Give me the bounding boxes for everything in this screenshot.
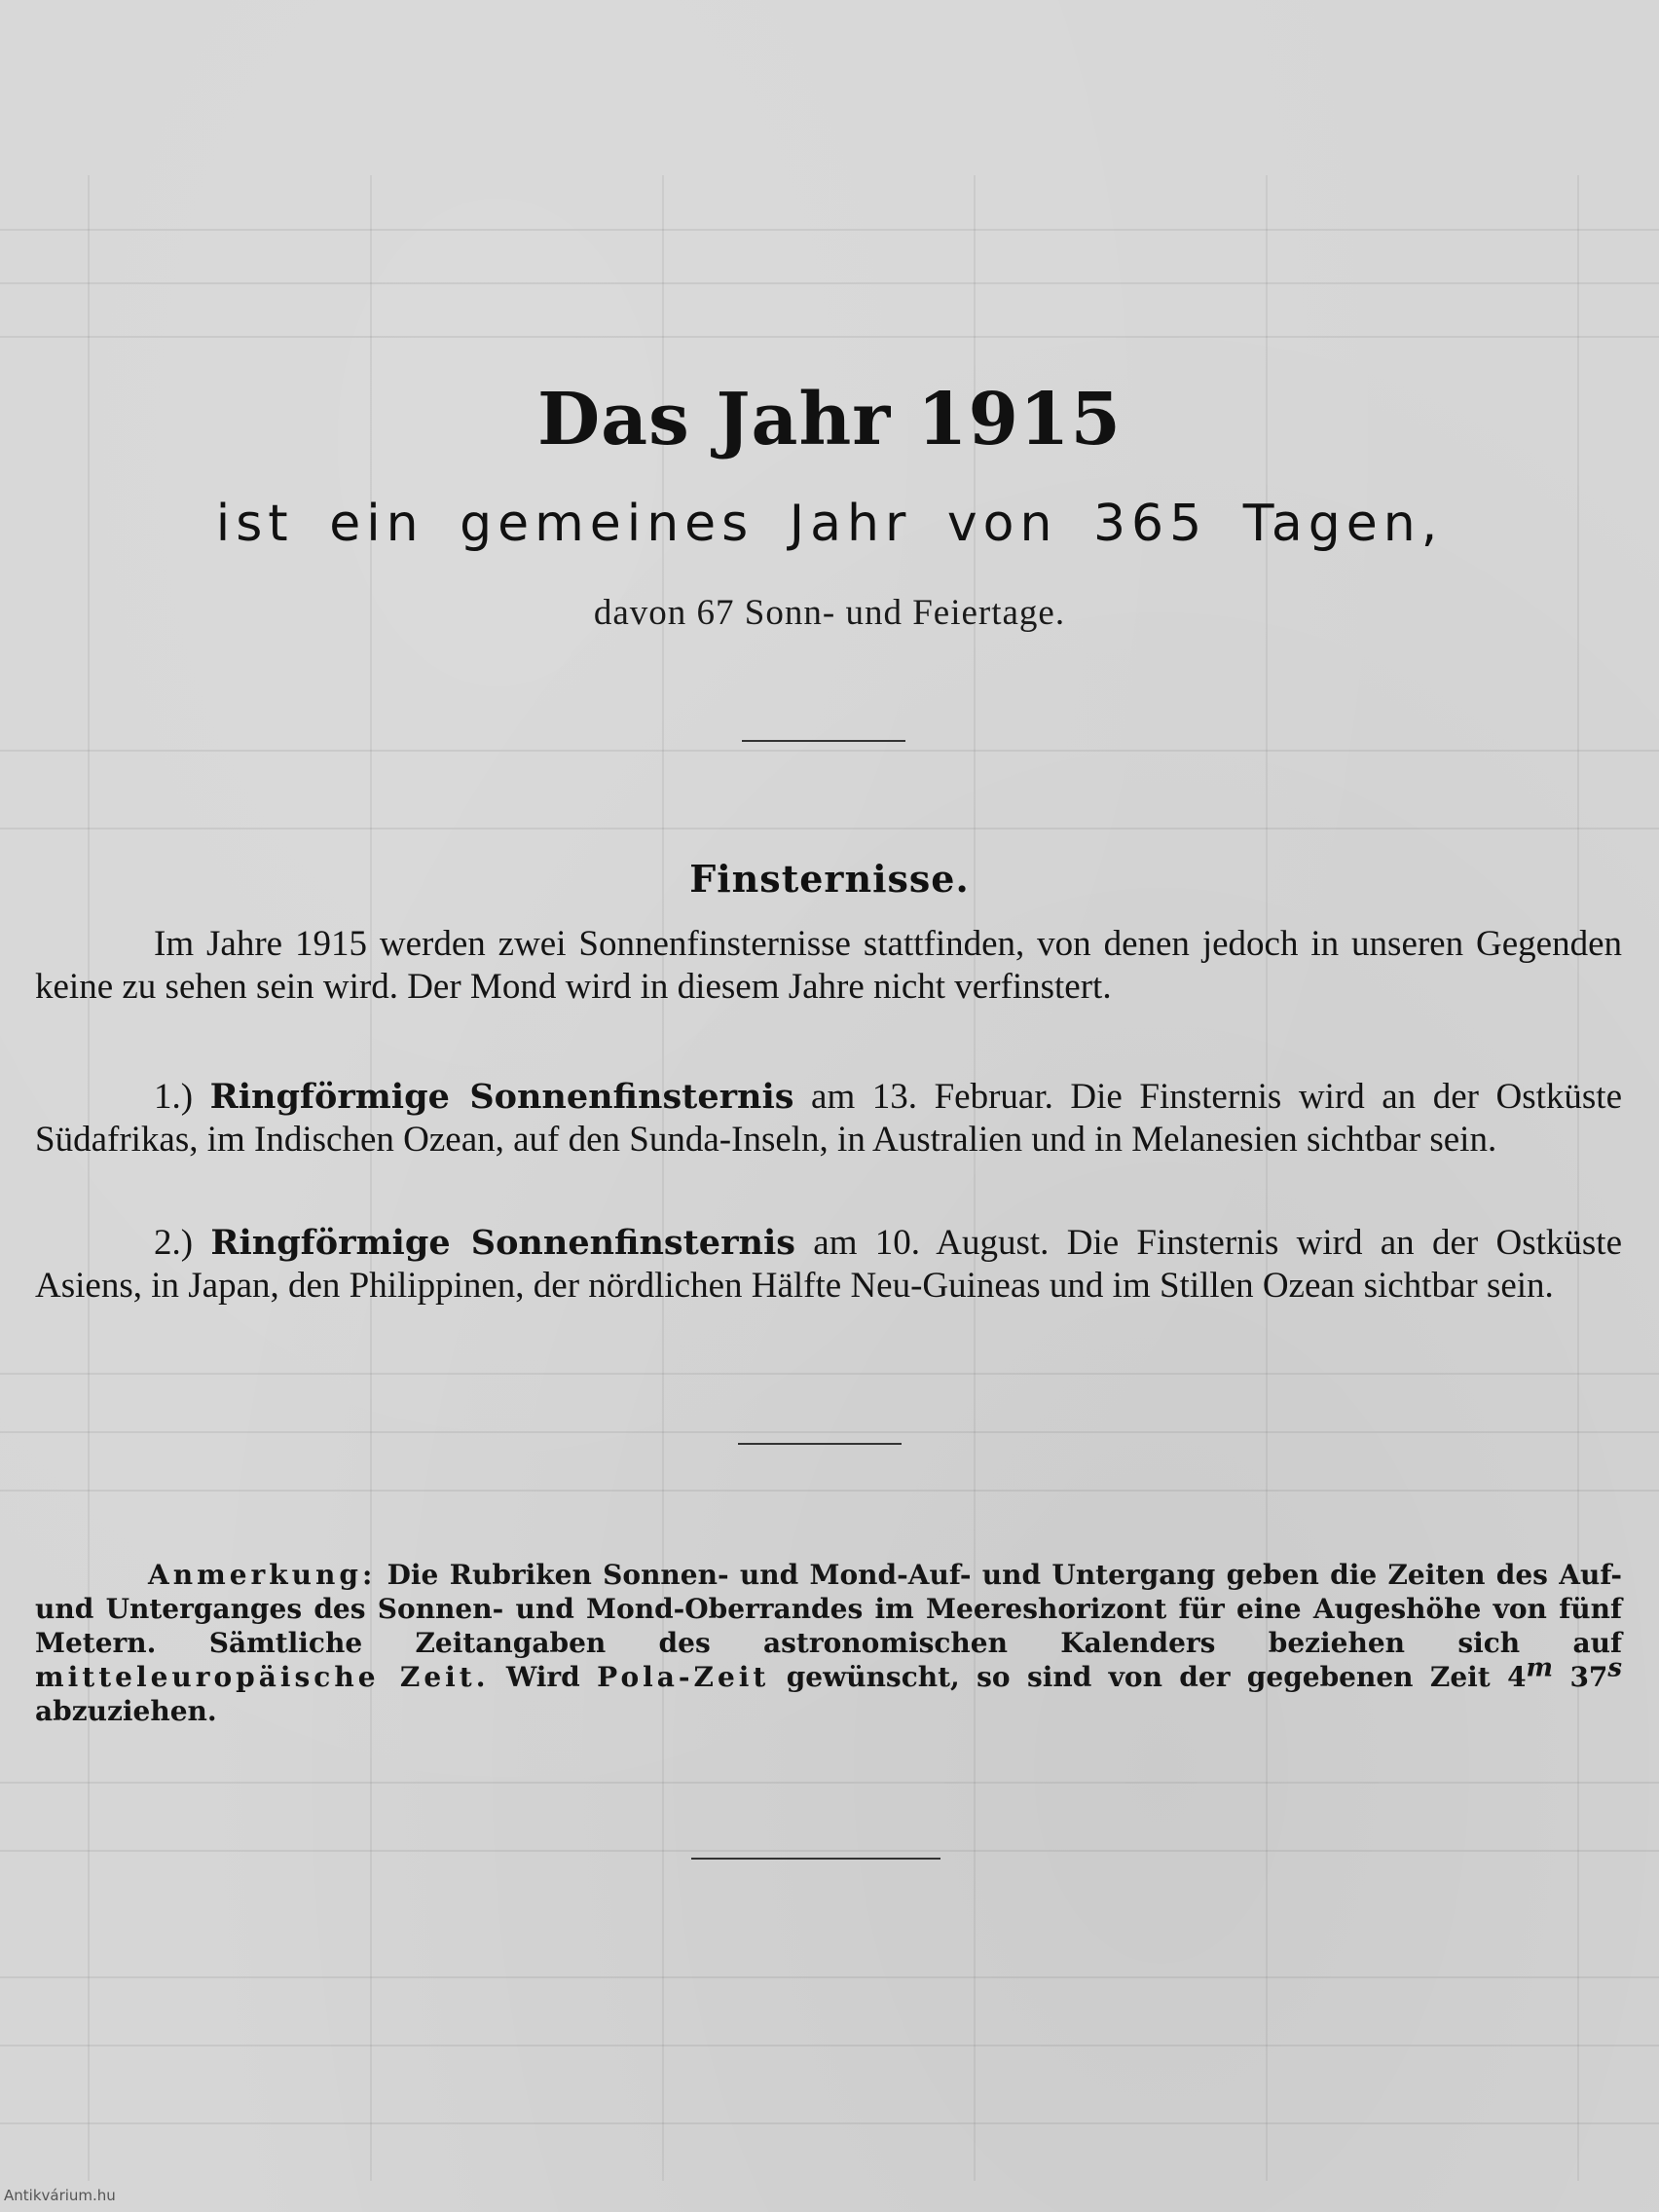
eclipse-item xyxy=(35,1076,1622,1161)
unit-minutes: m xyxy=(1526,1653,1554,1683)
eclipse-text: am 10. August. Die Finsternis wird an der Ostküste Asiens, in Japan, den Philippinen, der nördlichen Hälfte Neu-Guineas und im Stillen Ozean sichtbar sein. xyxy=(35,1223,1623,1306)
section-heading: Finsternisse. xyxy=(689,857,970,901)
footnote-text: 37 xyxy=(1569,1661,1608,1693)
footnote-label: Anmerkung: xyxy=(148,1559,377,1591)
eclipse-type: Ringförmige Sonnenfinsternis xyxy=(209,1077,794,1117)
footnote xyxy=(35,1558,1622,1728)
intro-text: Im Jahre 1915 werden zwei Sonnenfinsternisse stattfinden, von denen jedoch in unseren Gegenden keine zu sehen sein wird. Der Mond wird in diesem Jahre nicht verfinstert. xyxy=(35,924,1622,1007)
unit-seconds: s xyxy=(1607,1653,1623,1683)
page-title: Das Jahr 1915 xyxy=(536,378,1122,461)
eclipse-item xyxy=(35,1222,1622,1308)
footnote-text: gewünscht, so sind von der gegebenen Zeit 4 xyxy=(786,1661,1527,1693)
divider xyxy=(738,1443,902,1445)
footnote-text: abzuziehen. xyxy=(35,1695,217,1727)
footnote-emphasis: mitteleuropäische Zeit. xyxy=(35,1661,490,1693)
footnote-text: Wird xyxy=(505,1661,580,1693)
holiday-count: davon 67 Sonn- und Feiertage. xyxy=(593,593,1066,633)
divider xyxy=(691,1858,940,1860)
footnote-text: Die Rubriken Sonnen- und Mond-Auf- und Untergang geben die Zeiten des Auf- und Unterganges des Sonnen- und Mond-Oberrandes im Meereshorizont für eine Augeshöhe von fünf Metern. Sämtliche Zeitangaben des astronomischen Kalenders beziehen sich auf xyxy=(35,1559,1622,1659)
footnote-emphasis: Pola-Zeit xyxy=(597,1661,770,1693)
page-subtitle: ist ein gemeines Jahr von 365 Tagen, xyxy=(215,495,1444,553)
divider xyxy=(742,740,905,742)
watermark: Antikvárium.hu xyxy=(4,2187,116,2204)
eclipse-number: 1.) xyxy=(154,1077,194,1117)
eclipse-type: Ringförmige Sonnenfinsternis xyxy=(210,1223,795,1263)
intro-paragraph xyxy=(35,923,1622,1009)
eclipse-text: am 13. Februar. Die Finsternis wird an der Ostküste Südafrikas, im Indischen Ozean, auf den Sunda-Inseln, in Australien und in Melanesien sichtbar sein. xyxy=(35,1077,1622,1160)
eclipse-number: 2.) xyxy=(154,1223,194,1263)
